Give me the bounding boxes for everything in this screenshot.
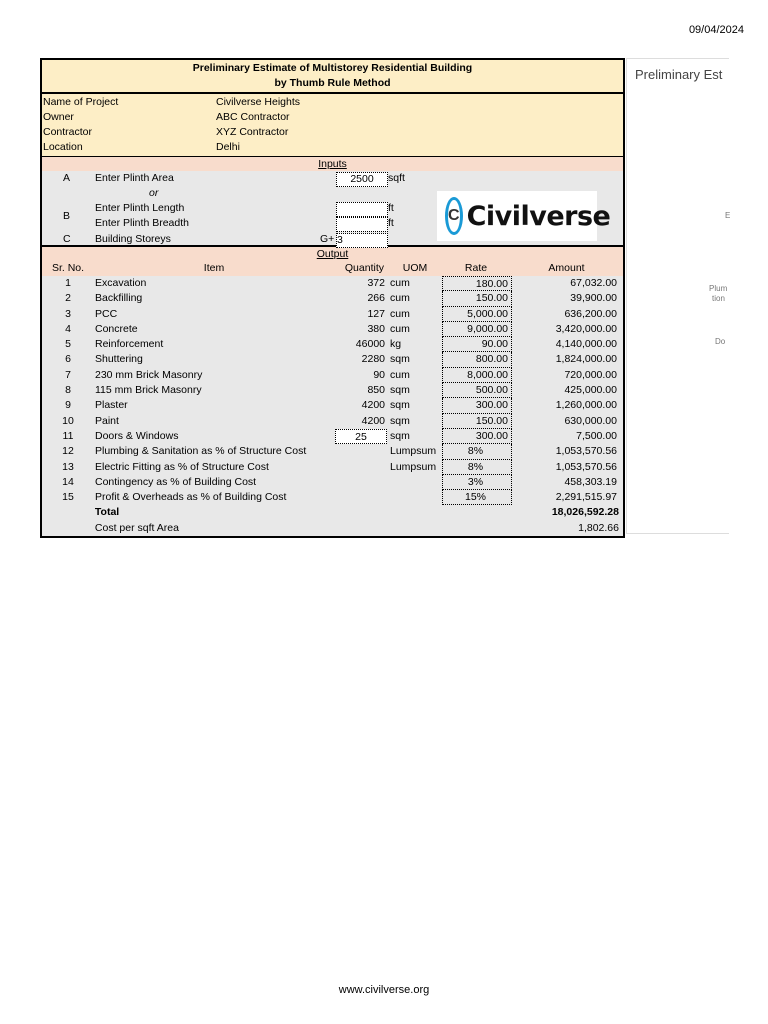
cost-per-sqft-value: 1,802.66 [578,521,619,534]
row-item: Plumbing & Sanitation as % of Structure Cost [95,445,307,458]
row-sr-number: 12 [62,445,74,458]
row-item: Concrete [95,322,138,335]
side-fragment-4: Do [715,337,726,346]
side-fragment-3: tion [712,294,725,303]
row-item: Excavation [95,277,147,289]
row-rate[interactable]: 5,000.00 [442,307,512,322]
or-label: or [149,187,159,199]
table-row [42,414,623,429]
contractor-label: Contractor [43,126,93,138]
owner-label: Owner [43,111,74,123]
table-row [42,322,623,337]
row-quantity: 4200 [361,399,385,412]
row-uom: kg [390,338,402,351]
row-sr-number: 3 [65,307,71,320]
row-rate[interactable]: 8% [442,460,512,475]
row-item: Shuttering [95,353,143,366]
side-panel-preview [626,58,729,534]
row-item: 230 mm Brick Masonry [95,368,203,381]
civilverse-logo-icon: C [445,197,463,235]
row-amount: 1,824,000.00 [555,353,617,366]
contractor-row [42,125,623,140]
inputs-heading: Inputs [42,157,623,171]
row-sr-number: 6 [65,353,71,366]
input-c-code: C [63,233,71,245]
plinth-breadth-unit: ft [388,217,394,229]
side-panel-title: Preliminary Est [635,67,723,82]
owner-value[interactable]: ABC Contractor [216,111,290,123]
title-line-1: Preliminary Estimate of Multistorey Residential Building [192,62,473,74]
table-row [42,475,623,490]
row-item: 115 mm Brick Masonry [95,384,202,397]
row-uom: cum [390,322,410,335]
row-sr-number: 10 [62,414,74,427]
row-amount: 1,260,000.00 [555,399,617,412]
row-rate[interactable]: 500.00 [442,383,512,398]
table-row [42,307,623,322]
table-row [42,490,623,505]
row-quantity [335,490,390,505]
row-amount: 636,200.00 [564,307,617,320]
table-row [42,444,623,459]
row-quantity [335,444,390,459]
row-rate[interactable]: 180.00 [442,276,512,291]
row-amount: 39,900.00 [570,292,617,305]
col-uom: UOM [402,262,428,274]
plinth-area-unit: sqft [388,172,405,184]
row-rate[interactable]: 300.00 [442,398,512,413]
row-uom [390,490,442,505]
row-amount: 67,032.00 [570,277,617,289]
col-qty: Quantity [344,262,384,274]
row-item: Plaster [95,399,128,412]
estimate-sheet [40,58,625,538]
row-quantity: 2280 [361,353,385,366]
row-uom [390,475,442,490]
row-sr-number: 5 [65,338,71,351]
row-rate[interactable]: 3% [442,475,512,490]
plinth-length-input[interactable] [336,202,388,217]
col-item: Item [203,262,225,274]
row-amount: 2,291,515.97 [555,491,617,504]
civilverse-logo [437,191,611,241]
row-rate[interactable]: 150.00 [442,414,512,429]
plinth-breadth-label: Enter Plinth Breadth [95,217,189,229]
row-sr-number: 8 [65,384,71,397]
row-amount: 1,053,570.56 [555,445,617,458]
footer-url[interactable]: www.civilverse.org [338,984,430,996]
contractor-value[interactable]: XYZ Contractor [216,126,289,138]
side-fragment-1: E [725,211,731,220]
row-uom: sqm [390,399,410,412]
output-table-header [42,261,623,276]
logo-text: Civilverse [466,200,611,232]
row-sr-number: 13 [62,460,74,473]
row-amount: 720,000.00 [564,368,617,381]
row-sr-number: 11 [62,429,74,442]
storeys-prefix: G+ [320,233,335,245]
row-amount: 425,000.00 [564,384,617,397]
cost-per-sqft-row [42,521,623,536]
row-amount: 1,053,570.56 [555,460,617,473]
row-sr-number: 14 [62,475,74,488]
row-quantity [335,475,390,490]
row-rate[interactable]: 800.00 [442,352,512,367]
row-sr-number: 4 [65,322,71,335]
row-amount: 3,420,000.00 [555,322,617,335]
row-uom: Lumpsum [390,460,437,473]
row-uom: cum [390,277,410,289]
owner-row [42,110,623,125]
row-item: Doors & Windows [95,429,179,442]
plinth-area-label: Enter Plinth Area [95,172,174,184]
table-row [42,276,623,291]
row-amount: 7,500.00 [576,429,617,442]
row-sr-number: 9 [65,399,71,412]
project-label: Name of Project [43,96,119,108]
row-uom: Lumpsum [390,445,437,458]
plinth-breadth-input[interactable] [336,217,388,232]
table-row [42,352,623,367]
output-heading: Output [42,247,623,261]
row-amount: 630,000.00 [564,414,617,427]
row-item: Backfilling [95,292,143,305]
row-uom: sqm [390,414,410,427]
row-amount: 4,140,000.00 [555,338,617,351]
table-row [42,429,623,444]
row-sr-number: 2 [65,292,71,305]
row-quantity: 850 [367,384,385,397]
col-amount: Amount [548,262,585,274]
row-quantity: 380 [367,322,385,335]
project-row [42,95,623,110]
input-b-code: B [63,210,71,222]
row-rate[interactable]: 150.00 [442,291,512,306]
row-quantity: 266 [367,292,385,305]
row-item: Reinforcement [95,338,164,351]
row-quantity[interactable]: 25 [335,429,387,444]
row-uom: cum [390,368,410,381]
row-item: Contingency as % of Building Cost [95,475,257,488]
row-rate[interactable]: 8% [442,444,512,459]
row-rate[interactable]: 300.00 [442,429,512,444]
row-rate[interactable]: 8,000.00 [442,368,512,383]
row-uom: cum [390,292,410,305]
cost-per-sqft-label: Cost per sqft Area [94,521,179,534]
row-item: Electric Fitting as % of Structure Cost [95,460,269,473]
total-label: Total [94,506,120,519]
plinth-length-unit: ft [388,202,394,214]
row-item: Paint [95,414,119,427]
row-uom: sqm [390,384,410,397]
row-quantity: 4200 [361,414,385,427]
location-label: Location [43,141,83,153]
table-row [42,383,623,398]
row-rate[interactable]: 15% [442,490,512,505]
row-quantity: 372 [367,277,385,289]
input-a-code: A [63,172,71,184]
row-quantity: 90 [373,368,385,381]
row-sr-number: 1 [65,277,71,289]
row-uom: cum [390,307,410,320]
title-line-2: by Thumb Rule Method [274,77,391,89]
row-item: Profit & Overheads as % of Building Cost [95,491,287,504]
output-table-body [42,276,623,505]
storeys-label: Building Storeys [95,233,171,245]
row-amount: 458,303.19 [564,475,617,488]
plinth-area-input[interactable]: 2500 [336,172,388,187]
row-rate[interactable]: 9,000.00 [442,322,512,337]
row-item: PCC [95,307,118,320]
table-row [42,337,623,352]
col-rate: Rate [464,262,488,274]
row-quantity [335,460,390,475]
row-uom: sqm [390,429,410,442]
print-date: 09/04/2024 [688,24,744,36]
project-value[interactable]: Civilverse Heights [216,96,301,108]
location-row [42,140,623,155]
row-quantity: 46000 [355,338,385,351]
row-quantity: 127 [367,307,385,320]
storeys-input[interactable]: 3 [336,233,388,248]
project-info [42,94,623,157]
table-row [42,460,623,475]
row-sr-number: 15 [62,491,74,504]
location-value[interactable]: Delhi [216,141,240,153]
sheet-title [42,60,623,94]
inputs-section [42,171,623,247]
plinth-length-label: Enter Plinth Length [95,202,185,214]
row-rate[interactable]: 90.00 [442,337,512,352]
side-fragment-2: Plum [709,284,728,293]
table-row [42,398,623,413]
row-sr-number: 7 [65,368,71,381]
row-uom: sqm [390,353,410,366]
total-value: 18,026,592.28 [551,506,619,519]
total-row [42,505,623,520]
table-row [42,368,623,383]
col-sr: Sr. No. [51,262,85,274]
table-row [42,291,623,306]
